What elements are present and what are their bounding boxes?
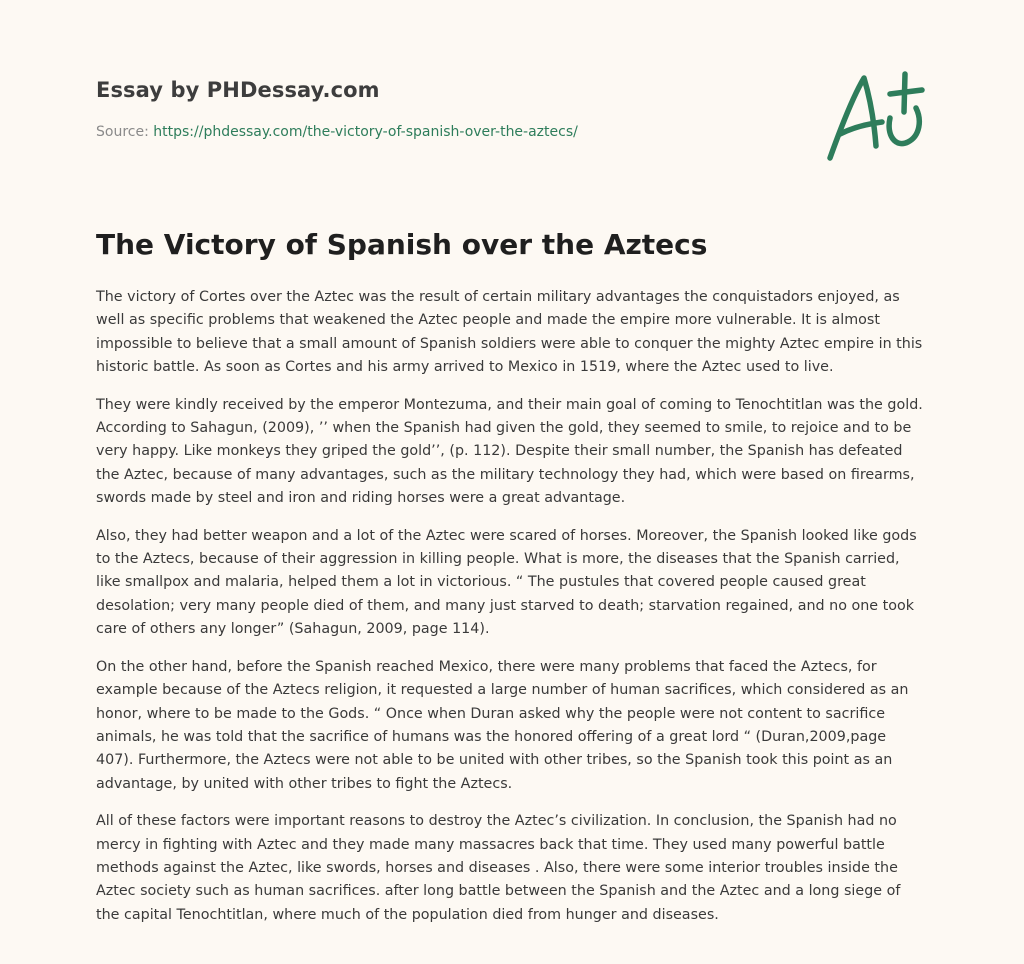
essay-body xyxy=(96,286,928,941)
essay-paragraph: They were kindly received by the emperor Montezuma, and their main goal of coming to Tenochtitlan was the gold. According to Sahagun, (2009), ’’ when the Spanish had given the gold, they seemed to smile, to rejoice and to be very happy. Like monkeys they griped the gold’’, (p. 112). Despite their small number, the Spanish has defeated the Aztec, because of many advantages, such as the military technology they had, which were based on firearms, swords made by steel and iron and riding horses were a great advantage. xyxy=(96,396,923,507)
source-line xyxy=(96,124,578,140)
essay-paragraph: On the other hand, before the Spanish reached Mexico, there were many problems that faced the Aztecs, for example because of the Aztecs religion, it requested a large number of human sacrifices, which considered as an honor, where to be made to the Gods. “ Once when Duran asked why the people were not content to sacrifice animals, he was told that the sacrifice of humans was the honored offering of a great lord “ (Duran,2009,page 407). Furthermore, the Aztecs were not able to be united with other tribes, so the Spanish took this point as an advantage, by united with other tribes to fight the Aztecs. xyxy=(96,658,909,792)
essay-title: The Victory of Spanish over the Aztecs xyxy=(96,228,708,261)
essay-paragraph: Also, they had better weapon and a lot of the Aztec were scared of horses. Moreover, the Spanish looked like gods to the Aztecs, because of their aggression in killing people. What is more, the diseases that the Spanish carried, like smallpox and malaria, helped them a lot in victorious. “ The pustules that covered people caused great desolation; very many people died of them, and many just starved to death; starvation regained, and no one took care of others any longer” (Sahagun, 2009, page 114). xyxy=(96,527,917,638)
essay-paragraph: All of these factors were important reasons to destroy the Aztec’s civilization. In conclusion, the Spanish had no mercy in fighting with Aztec and they made many massacres back that time. They used many powerful battle methods against the Aztec, like swords, horses and diseases . Also, there were some interior troubles inside the Aztec society such as human sacrifices. after long battle between the Spanish and the Aztec and a long siege of the capital Tenochtitlan, where much of the population died from hunger and diseases. xyxy=(96,813,901,923)
source-label: Source: xyxy=(96,124,154,140)
essay-paragraph: The victory of Cortes over the Aztec was the result of certain military advantages the conquistadors enjoyed, as well as specific problems that weakened the Aztec people and made the empire more vulnerable. It is almost impossible to believe that a small amount of Spanish soldiers were able to conquer the mighty Aztec empire in this historic battle. As soon as Cortes and his army arrived to Mexico in 1519, where the Aztec used to live. xyxy=(96,289,923,376)
site-brand: Essay by PHDessay.com xyxy=(96,78,380,102)
source-link[interactable]: https://phdessay.com/the-victory-of-spanish-over-the-aztecs/ xyxy=(153,124,578,140)
a-plus-grade-icon xyxy=(826,68,930,164)
